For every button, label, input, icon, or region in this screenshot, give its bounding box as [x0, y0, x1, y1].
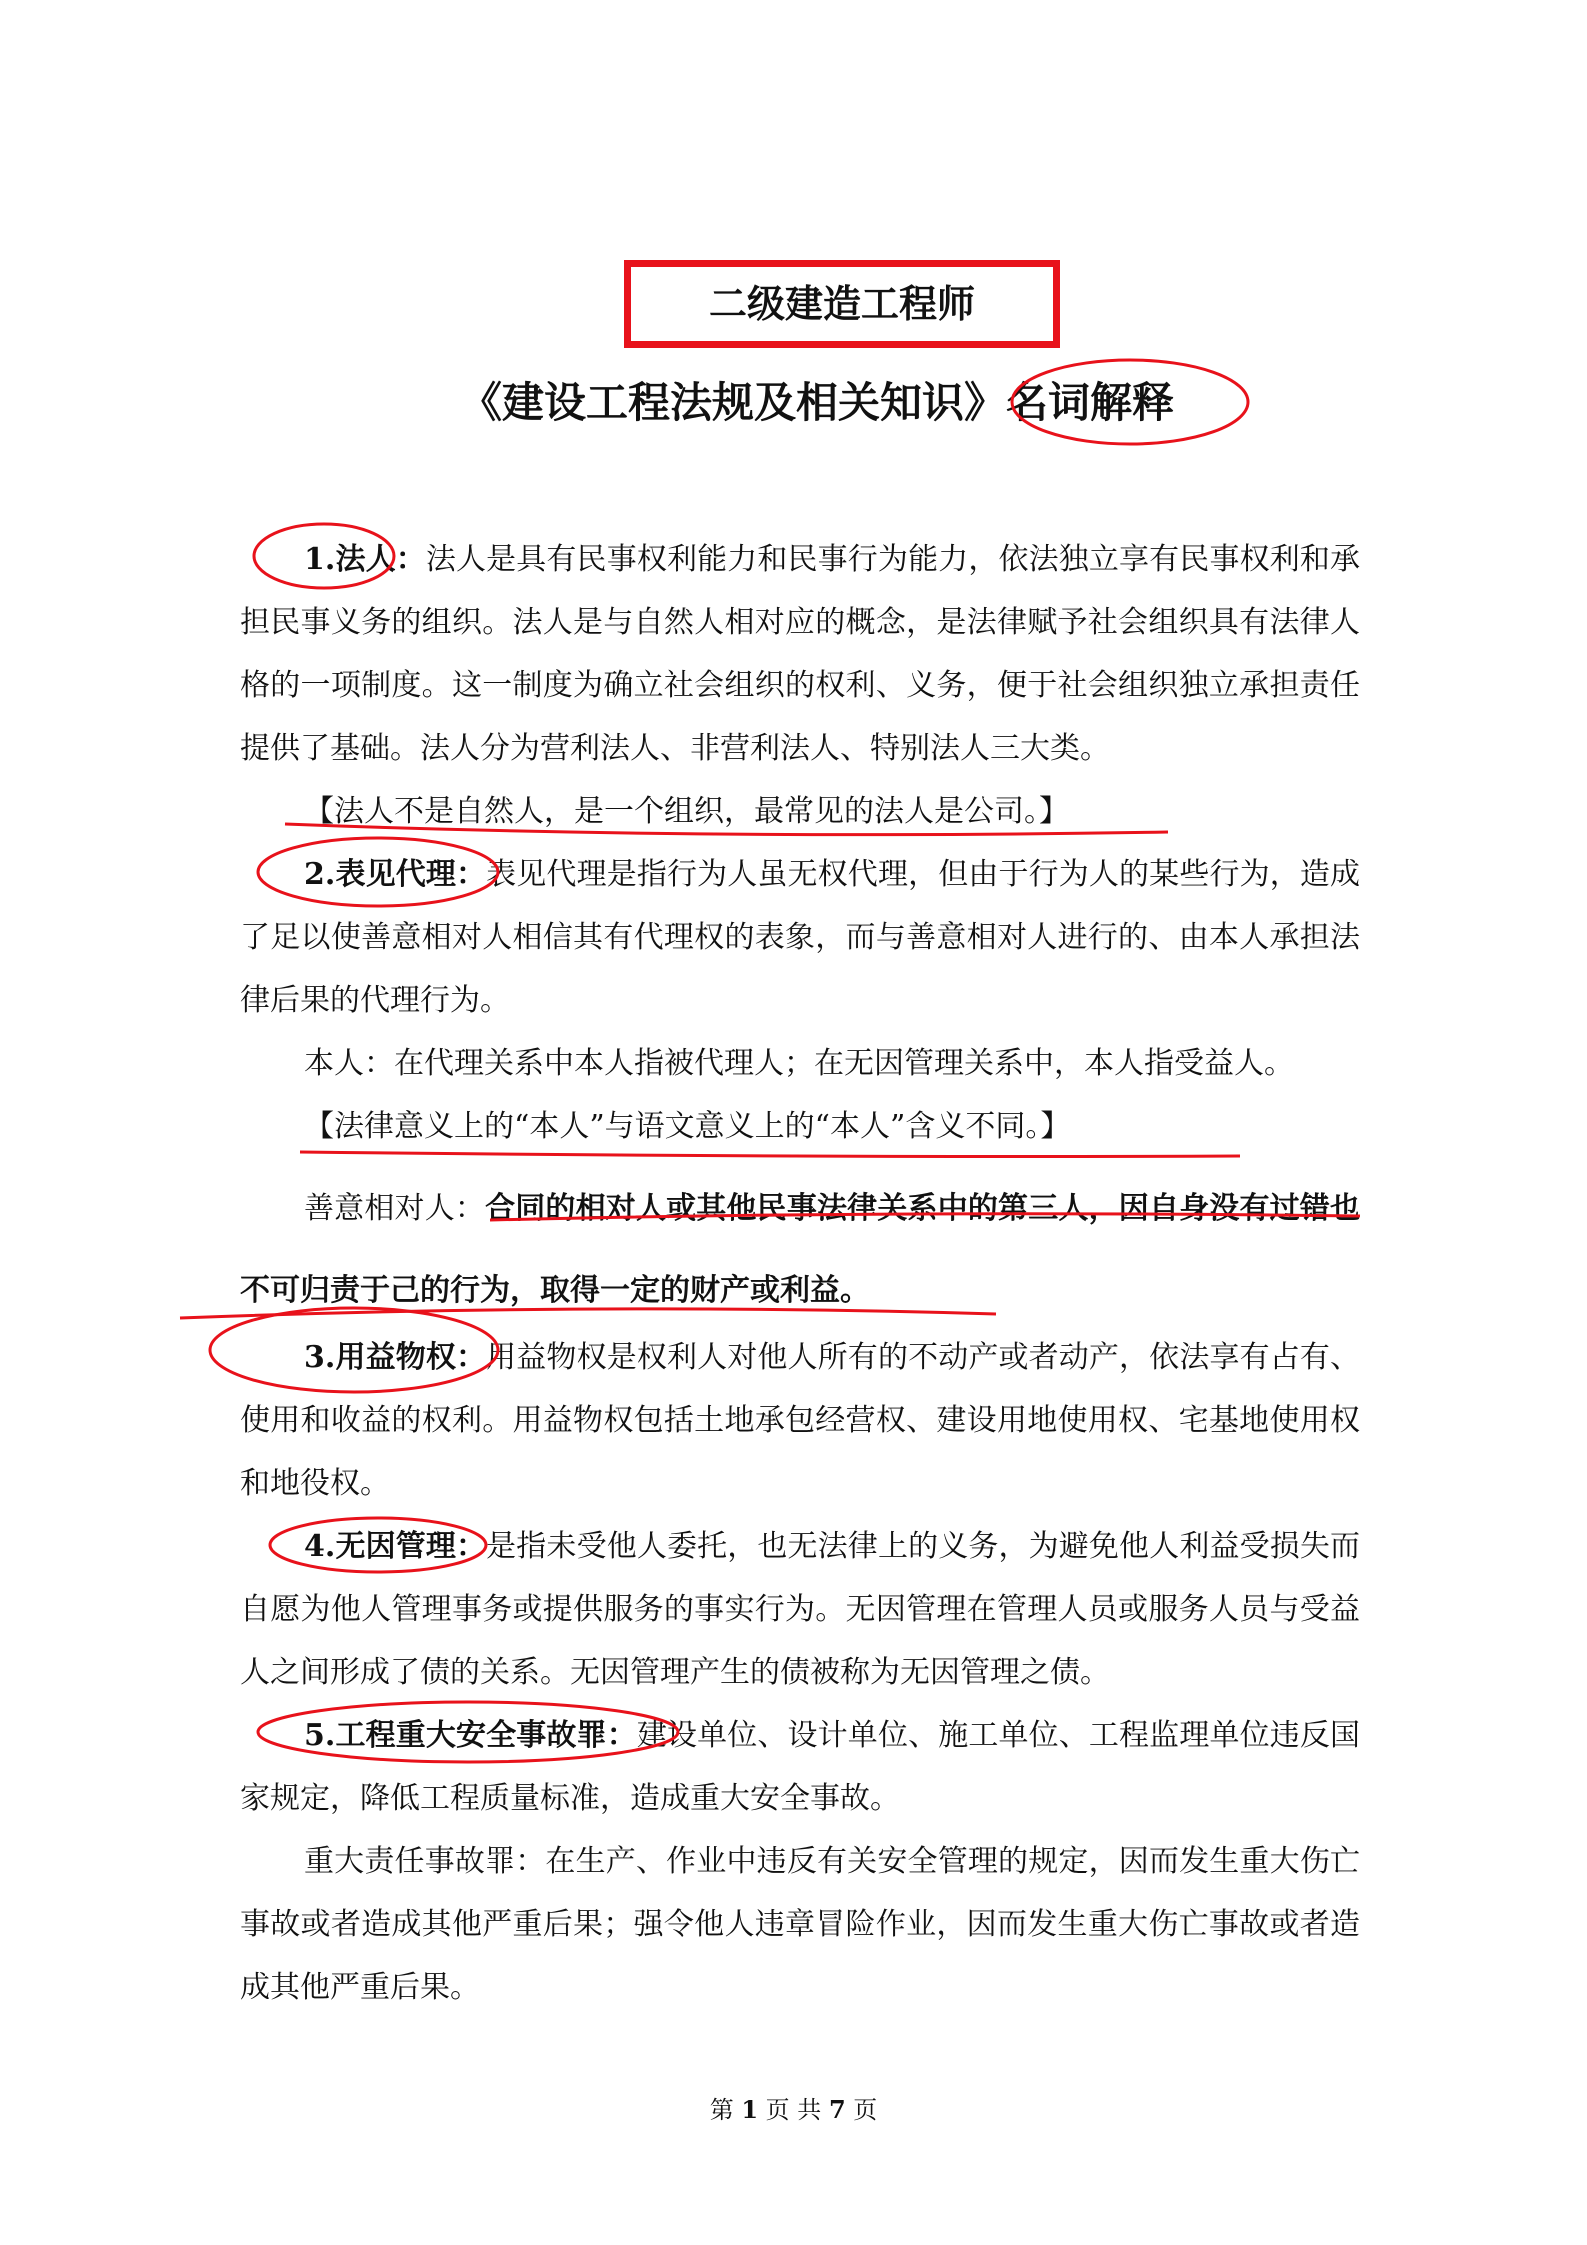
footer-total-pages: 7 — [828, 2095, 846, 2124]
term-body: 法人是具有民事权利能力和民事行为能力，依法独立享有民事权利和承担民事义务的组织。法人是与自然人相对应的概念，是法律赋予社会组织具有法律人格的一项制度。这一制度为确立社会组织的权利、义务，便于社会组织独立承担责任提供了基础。法人分为营利法人、非营利法人、特别法人三大类。 — [240, 542, 1360, 766]
footer-suffix: 页 — [853, 2096, 878, 2124]
document-title: 二级建造工程师 — [708, 282, 975, 326]
term-label: 5.工程重大安全事故罪： — [304, 1718, 637, 1753]
term-label: 4.无因管理： — [304, 1529, 487, 1564]
term-label: 1.法人： — [304, 542, 426, 577]
term-label: 2.表见代理： — [304, 857, 487, 892]
entry-shanyi-xiangduiren — [240, 1168, 1360, 1332]
entry-benren-note: 【法律意义上的“本人”与语文意义上的“本人”含义不同。】 — [304, 1109, 1071, 1144]
entry-yongyi-wuquan — [240, 1326, 1360, 1515]
entry-biaojian-daili — [240, 843, 1360, 1032]
footer-middle: 页 共 — [765, 2096, 822, 2124]
entry-faren — [240, 528, 1360, 780]
footer-page-number: 1 — [741, 2095, 759, 2124]
entry-faren-note: 【法人不是自然人，是一个组织，最常见的法人是公司。】 — [304, 794, 1069, 829]
entry-zhongda-zeren-shiguzui: 重大责任事故罪：在生产、作业中违反有关安全管理的规定，因而发生重大伤亡事故或者造成其他严重后果；强令他人违章冒险作业，因而发生重大伤亡事故或者造成其他严重后果。 — [240, 1844, 1360, 2005]
sub-term-body: 合同的相对人或其他民事法律关系中的第三人，因自身没有过错也不可归责于己的行为，取得一定的财产或利益。 — [240, 1191, 1361, 1308]
footer-prefix: 第 — [709, 2096, 734, 2124]
term-body: 是指未受他人委托，也无法律上的义务，为避免他人利益受损失而自愿为他人管理事务或提供服务的事实行为。无因管理在管理人员或服务人员与受益人之间形成了债的关系。无因管理产生的债被称为无因管理之债。 — [240, 1529, 1361, 1690]
sub-term-label: 善意相对人： — [304, 1191, 486, 1226]
entry-benren: 本人：在代理关系中本人指被代理人；在无因管理关系中，本人指受益人。 — [304, 1046, 1294, 1081]
page-footer — [0, 2090, 1587, 2125]
term-body: 表见代理是指行为人虽无权代理，但由于行为人的某些行为，造成了足以使善意相对人相信其有代理权的表象，而与善意相对人进行的、由本人承担法律后果的代理行为。 — [240, 857, 1361, 1018]
term-body: 用益物权是权利人对他人所有的不动产或者动产，依法享有占有、使用和收益的权利。用益物权包括土地承包经营权、建设用地使用权、宅基地使用权和地役权。 — [240, 1340, 1361, 1501]
document-subtitle: 《建设工程法规及相关知识》名词解释 — [460, 378, 1175, 427]
entry-gongcheng-anquan-shiguzui — [240, 1704, 1360, 1830]
term-body: 建设单位、设计单位、施工单位、工程监理单位违反国家规定，降低工程质量标准，造成重大安全事故。 — [240, 1718, 1361, 1816]
entry-wuyin-guanli — [240, 1515, 1360, 1704]
term-label: 3.用益物权： — [304, 1340, 487, 1375]
